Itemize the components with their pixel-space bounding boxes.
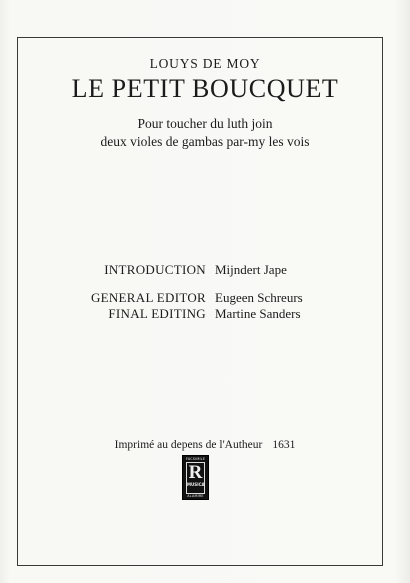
logo-middle-text: MUSICA: [187, 482, 205, 487]
credit-person: Martine Sanders: [215, 306, 301, 321]
credit-row-introduction: [0, 262, 410, 278]
imprint-year: 1631: [272, 439, 296, 451]
subtitle-line-1: Pour toucher du luth join: [137, 116, 273, 131]
credit-row-final-editing: [0, 306, 410, 322]
credit-role: INTRODUCTION: [104, 262, 206, 277]
logo-bottom-text: ALAMIRE: [187, 494, 204, 498]
logo-monogram: R: [188, 462, 203, 483]
imprint-text: Imprimé au depens de l'Autheur: [114, 439, 263, 451]
credit-role: FINAL EDITING: [108, 306, 206, 321]
credit-person: Eugeen Schreurs: [215, 290, 303, 305]
publisher-logo: [182, 455, 209, 500]
author-name: LOUYS DE MOY: [149, 56, 261, 71]
credit-person: Mijndert Jape: [215, 262, 287, 277]
book-title: LE PETIT BOUCQUET: [71, 74, 339, 103]
logo-top-text: FACSIMILE: [185, 457, 206, 461]
subtitle-line-2: deux violes de gambas par-my les vois: [100, 134, 310, 149]
credit-role: GENERAL EDITOR: [90, 290, 206, 305]
credit-row-general-editor: [0, 290, 410, 306]
imprint-line: [0, 439, 410, 451]
logo-emblem: [186, 462, 205, 494]
